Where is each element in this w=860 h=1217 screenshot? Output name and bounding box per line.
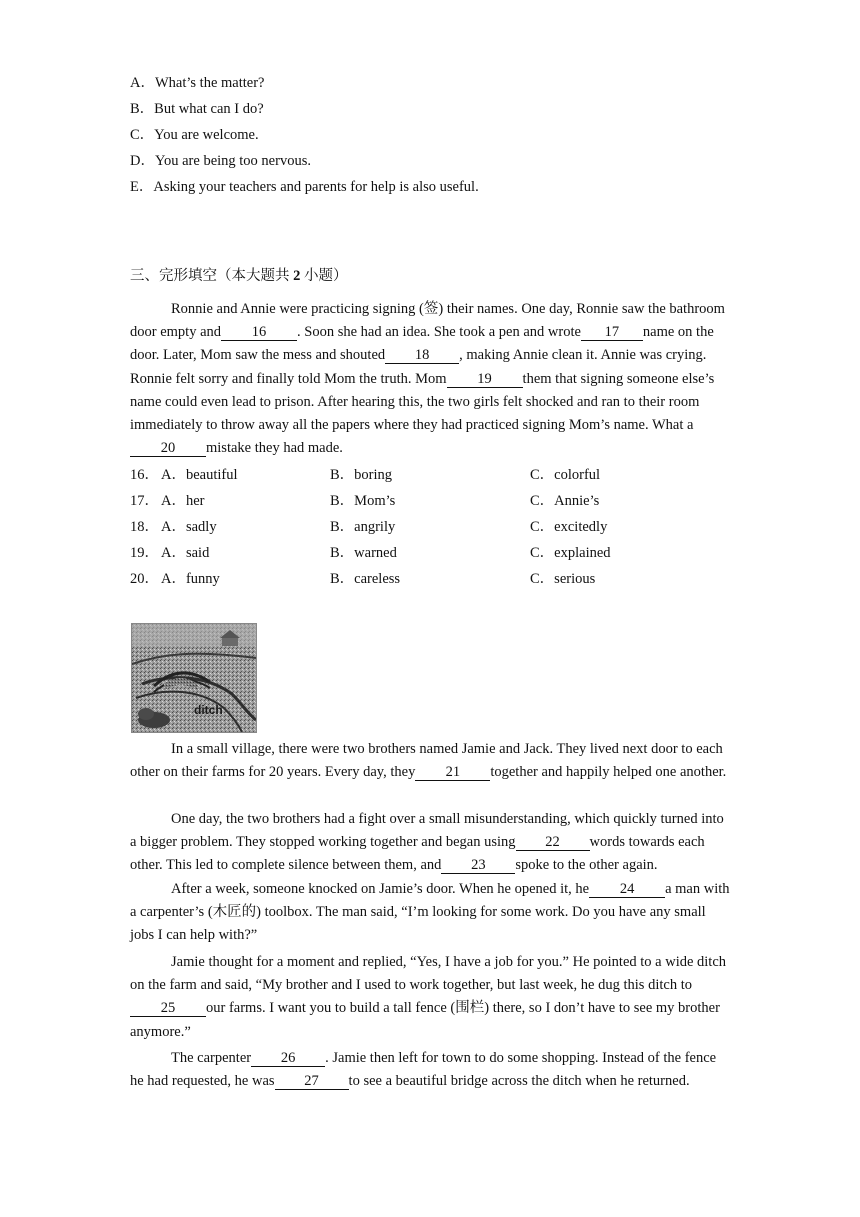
passage-2-text: words towards each other. This led to complete silence between them, and [130,834,705,874]
passage-2-text: One day, the two brothers had a fight over a small misunderstanding, which quickly turned into a bigger problem. They stopped working together and began using [130,811,724,851]
blank-26: 26 [251,1050,325,1067]
choice-b: B．angrily [330,519,396,535]
choice-a: A．said [161,545,210,561]
question-number: 18． [130,519,159,535]
section-heading-prefix: 三、完形填空（本大题共 [130,268,294,284]
option-e: E．Asking your teachers and parents for help is also useful. [130,179,479,195]
question-row [130,569,730,589]
choice-a: A．funny [161,571,220,587]
question-row [130,543,730,563]
passage-2-text: a man with a carpenter’s (木匠的) toolbox. The man said, “I’m looking for some work. Do you have any small jobs I can help with?” [130,881,730,944]
question-row [130,491,730,511]
choice-c: C．excitedly [530,519,608,535]
passage-2-text: The carpenter [171,1050,252,1066]
blank-19: 19 [447,371,523,388]
blank-24: 24 [589,881,665,898]
passage-2-text: together and happily helped one another. [490,764,727,781]
choice-c: C．Annie’s [530,493,600,509]
question-number: 19． [130,545,159,561]
blank-18: 18 [385,347,459,364]
section-heading [130,264,348,285]
question-number: 17． [130,493,159,509]
option-b: B．But what can I do? [130,101,264,117]
choice-a: A．beautiful [161,467,238,483]
ditch-bridge-picture [131,623,257,733]
choice-c: C．colorful [530,467,601,483]
blank-22: 22 [516,834,590,851]
passage-1-text: name on the door. Later, Mom saw the mess and shouted [130,324,714,364]
ditch-illustration [132,624,256,732]
blank-20: 20 [130,440,206,457]
choice-b: B．Mom’s [330,493,396,509]
section-heading-suffix: 小题） [300,268,348,284]
passage-1-text: them that signing someone else’s name could even lead to prison. After hearing this, the two girls felt shocked and ran to their room immediately to throw away all the papers where they had practiced signing Mom’s name. What a [130,370,715,434]
choice-c: C．explained [530,545,611,561]
passage-2-paragraph-1 [130,738,730,784]
question-number: 20． [130,571,159,587]
choice-a: A．sadly [161,519,217,535]
choice-b: B．warned [330,545,397,561]
option-a: A．What’s the matter? [130,75,265,91]
passage-1-text: Ronnie and Annie were practicing signing (签) their names. One day, Ronnie saw the bathroom door empty and [130,301,725,341]
option-c: C．You are welcome. [130,127,259,143]
passage-2-text: Jamie thought for a moment and replied, “Yes, I have a job for you.” He pointed to a wide ditch on the farm and said, “My brother and I used to work together, but last week, he dug this ditch to [130,954,727,994]
question-row [130,465,730,485]
blank-23: 23 [441,857,515,874]
choice-b: B．careless [330,571,401,587]
passage-1 [130,298,730,460]
question-row [130,517,730,537]
passage-2-paragraph-2 [130,808,730,878]
blank-25: 25 [130,1000,206,1017]
passage-2-text: After a week, someone knocked on Jamie’s door. When he opened it, he [171,881,590,897]
passage-2-text: In a small village, there were two brothers named Jamie and Jack. They lived next door to each other on their farms for 20 years. Every day, they [130,741,723,781]
passage-1-text: . Soon she had an idea. She took a pen and wrote [297,324,581,341]
passage-2-text: our farms. I want you to build a tall fence (围栏) there, so I don’t have to see my brother anymore.” [130,1000,720,1040]
passage-1-text: , making Annie clean it. Annie was crying. Ronnie felt sorry and finally told Mom the truth. Mom [130,347,707,387]
passage-2-paragraph-4 [130,951,730,1044]
passage-2-paragraph-3 [130,878,730,948]
choice-c: C．serious [530,571,596,587]
section-heading-count: 2 [293,268,301,284]
blank-21: 21 [415,764,490,781]
picture-label: ditch [194,703,223,717]
blank-27: 27 [275,1073,349,1090]
passage-1-text: mistake they had made. [206,440,343,457]
choice-b: B．boring [330,467,393,483]
passage-2-text: . Jamie then left for town to do some shopping. Instead of the fence he had requested, he was [130,1050,717,1090]
passage-2-paragraph-5 [130,1047,730,1093]
passage-2-text: spoke to the other again. [515,857,658,874]
passage-2-text: to see a beautiful bridge across the ditch when he returned. [348,1073,690,1090]
blank-16: 16 [221,324,297,341]
blank-17: 17 [581,324,643,341]
option-d: D．You are being too nervous. [130,153,311,169]
question-number: 16． [130,467,159,483]
choice-a: A．her [161,493,205,509]
